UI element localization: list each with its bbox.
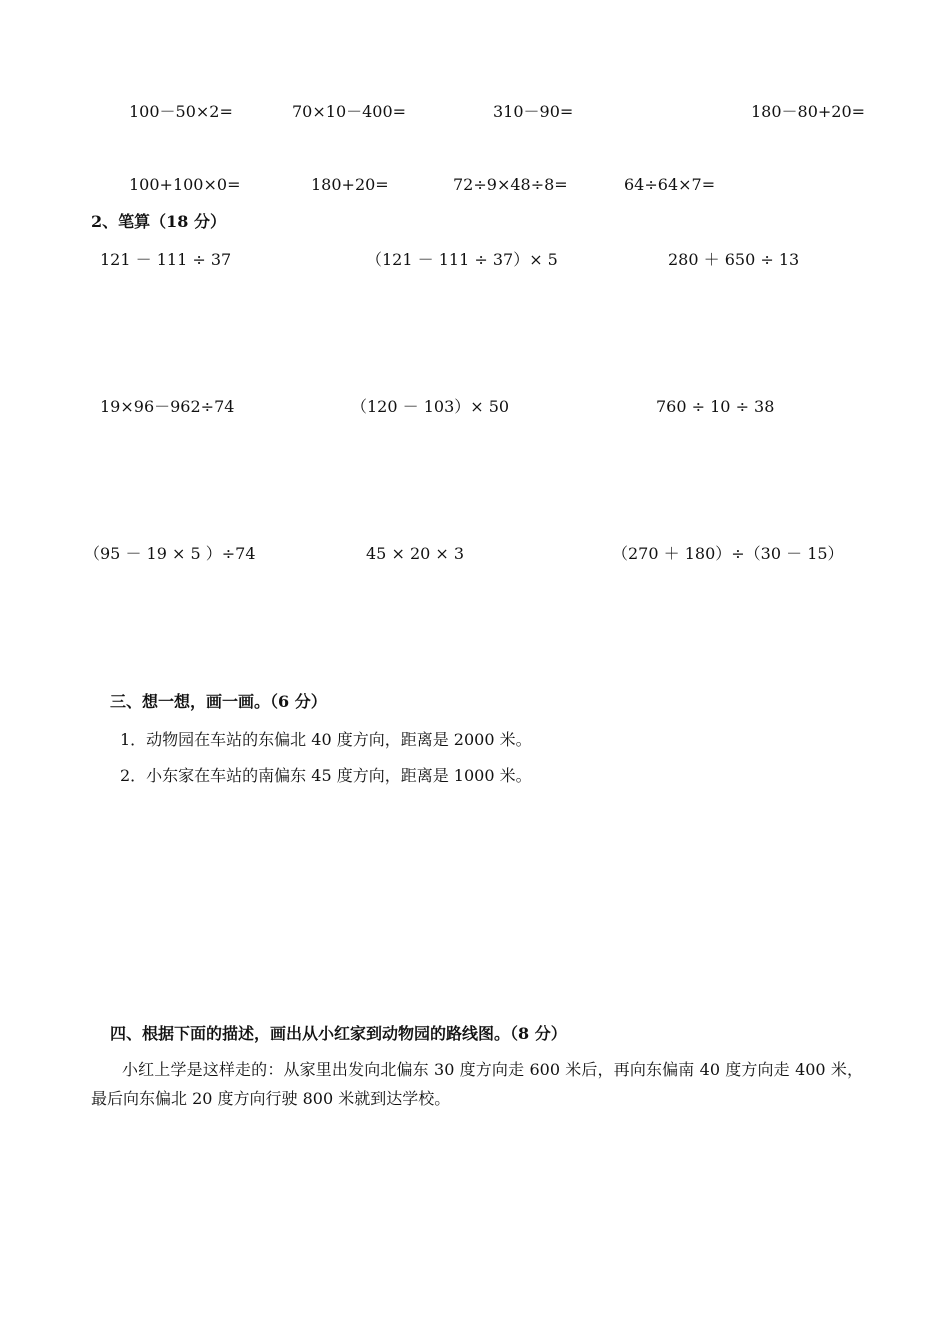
mental-math-expression: 180+20= xyxy=(311,175,389,194)
section3-item: 1．动物园在车站的东偏北 40 度方向，距离是 2000 米。 xyxy=(120,730,532,749)
mental-math-expression: 70×10－400= xyxy=(292,102,407,121)
section3-item: 2．小东家在车站的南偏东 45 度方向，距离是 1000 米。 xyxy=(120,766,532,785)
written-calc-expression: （120 － 103）× 50 xyxy=(351,397,510,416)
mental-math-expression: 64÷64×7= xyxy=(624,175,716,194)
section4-heading: 四、根据下面的描述，画出从小红家到动物园的路线图。（8 分） xyxy=(110,1024,567,1043)
section4-paragraph: 小红上学是这样走的：从家里出发向北偏东 30 度方向走 600 米后，再向东偏南 40 度方向走 400 米，最后向东偏北 20 度方向行驶 800 米就到达学校。 xyxy=(91,1060,863,1108)
mental-math-expression: 100+100×0= xyxy=(129,175,241,194)
written-calc-expression: （121 － 111 ÷ 37）× 5 xyxy=(366,250,558,269)
written-calc-heading: 2、笔算（18 分） xyxy=(91,212,226,231)
written-calc-expression: （95 － 19 × 5 ）÷74 xyxy=(84,544,256,563)
written-calc-expression: 760 ÷ 10 ÷ 38 xyxy=(656,397,775,416)
written-calc-expression: 19×96－962÷74 xyxy=(100,397,235,416)
mental-math-expression: 310－90= xyxy=(493,102,574,121)
mental-math-expression: 72÷9×48÷8= xyxy=(453,175,568,194)
written-calc-expression: 121 － 111 ÷ 37 xyxy=(100,250,232,269)
written-calc-expression: 45 × 20 × 3 xyxy=(366,544,465,563)
written-calc-expression: （270 ＋ 180）÷（30 － 15） xyxy=(612,544,844,563)
section3-heading: 三、想一想，画一画。（6 分） xyxy=(110,692,327,711)
mental-math-expression: 100－50×2= xyxy=(129,102,233,121)
mental-math-expression: 180－80+20= xyxy=(751,102,866,121)
written-calc-expression: 280 ＋ 650 ÷ 13 xyxy=(668,250,800,269)
